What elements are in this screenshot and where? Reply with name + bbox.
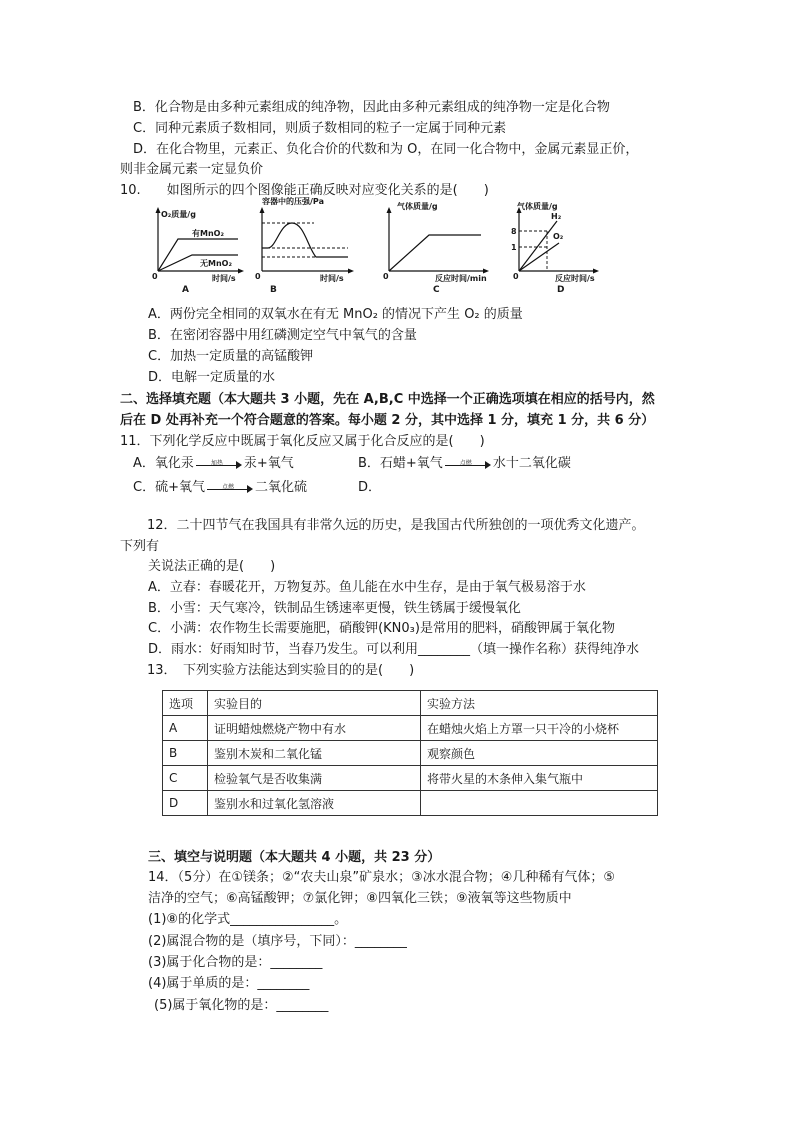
q14-part1: (1)⑧的化学式________________。 [148,912,348,927]
figure-a-caption: A [182,285,189,295]
figure-b-graph [255,197,358,283]
q13-stem: 13． 下列实验方法能达到实验目的的是( ) [147,663,415,678]
table-header-row [163,691,658,716]
figure-d [509,202,601,295]
figure-c-xlabel: 反应时间/min [435,274,487,283]
reaction-arrow-icon [196,458,242,470]
q9-option-b: B．化合物是由多种元素组成的纯净物，因此由多种元素组成的纯净物一定是化合物 [133,100,610,115]
q12-option-a: A．立春：春暖花开，万物复苏。鱼儿能在水中生存，是由于氧气极易溶于水 [148,580,586,595]
figure-a-xlabel: 时间/s [212,274,236,283]
figure-b-caption: B [270,285,277,295]
q10-option-a: A．两份完全相同的双氧水在有无 MnO₂ 的情况下产生 O₂ 的质量 [148,307,523,322]
table-row [163,741,658,766]
q12-option-d: D．雨水：好雨知时节，当春乃发生。可以利用________（填一操作名称）获得纯净水 [148,642,640,657]
section3-heading: 三、填空与说明题（本大题共 4 小题，共 23 分） [148,850,441,865]
q11-option-c-reactant: C．硫+氧气 [133,480,205,495]
q11-option-c-product: 二氧化硫 [254,480,307,495]
table-cell: A [163,716,208,741]
table-cell: 检验氧气是否收集满 [208,766,421,791]
q11-option-b-product: 水十二氧化碳 [492,456,571,471]
figure-d-curve-o2: O₂ [553,232,564,241]
q11-option-a-reactant: A．氧化汞 [133,456,194,471]
figure-a-ylabel: O₂质量/g [161,210,196,219]
figure-d-curve-h2: H₂ [551,212,562,221]
q12-stem-line3: 关说法正确的是( ) [148,559,276,574]
figure-b-origin: 0 [255,272,261,281]
q11-option-c [133,479,307,497]
table-cell: B [163,741,208,766]
q11-stem: 11．下列化学反应中既属于氧化反应又属于化合反应的是( ) [120,434,485,449]
table-cell [421,791,658,816]
figure-d-caption: D [557,285,565,295]
table-row [163,716,658,741]
figure-d-ylabel: 气体质量/g [517,202,558,211]
figure-c-graph [383,202,491,283]
q11-option-a-condition: 加热 [210,459,223,467]
q14-part5: (5)属于氧化物的是：________ [154,998,329,1013]
figure-a [152,205,244,295]
table-cell: 鉴别木炭和二氧化锰 [208,741,421,766]
q14-part4: (4)属于单质的是：________ [148,976,310,991]
q11-option-b-reactant: B．石蜡+氧气 [358,456,443,471]
figure-d-graph [509,202,601,283]
q11-option-b-condition: 点燃 [459,459,472,467]
q11-option-d: D． [358,480,382,495]
q14-part3: (3)属于化合物的是：________ [148,955,323,970]
figure-a-graph [152,205,244,283]
q14-stem-line1: 14．（5分）在①镁条；②“农夫山泉”矿泉水；③冰水混合物；④几种稀有气体；⑤ [148,870,616,885]
figure-d-tick-8: 8 [511,227,517,236]
q12-option-b: B．小雪：天气寒冷，铁制品生锈速率更慢，铁生锈属于缓慢氧化 [148,601,521,616]
table-header-cell: 实验目的 [208,691,421,716]
figure-a-curve-without-mno2: 无MnO₂ [200,259,232,268]
table-header-cell: 实验方法 [421,691,658,716]
figure-d-tick-1: 1 [511,243,517,252]
figure-c-ylabel: 气体质量/g [397,202,438,211]
section2-heading-line2: 后在 D 处再补充一个符合题意的答案。每小题 2 分，其中选择 1 分，填充 1 分，共 6 分） [120,413,655,428]
table-row [163,791,658,816]
q11-option-c-condition: 点燃 [221,483,234,491]
q9-option-c: C．同种元素质子数相同，则质子数相同的粒子一定属于同种元素 [133,121,507,136]
table-cell: 证明蜡烛燃烧产物中有水 [208,716,421,741]
figure-d-xlabel: 反应时间/s [555,274,595,283]
q12-option-c: C．小满：农作物生长需要施肥，硝酸钾(KN0₃)是常用的肥料，硝酸钾属于氧化物 [148,621,615,636]
figure-b-xlabel: 时间/s [320,274,344,283]
reaction-arrow-icon [445,458,491,470]
q14-part2: (2)属混合物的是（填序号，下同）：________ [148,934,407,949]
figure-b-ylabel: 容器中的压强/Pa [262,197,324,206]
q10-option-d: D．电解一定质量的水 [148,370,276,385]
reaction-arrow-icon [207,482,253,494]
figure-c-caption: C [433,285,440,295]
table-cell: 将带火星的木条伸入集气瓶中 [421,766,658,791]
q11-option-b [358,455,571,473]
q10-option-c: C．加热一定质量的高锰酸钾 [148,349,314,364]
table-cell: D [163,791,208,816]
figure-c [383,202,491,295]
q13-table [162,690,658,816]
q14-stem-line2: 洁净的空气；⑥高锰酸钾；⑦氯化钾；⑧四氧化三铁；⑨液氧等这些物质中 [148,891,572,906]
figure-c-origin: 0 [383,272,389,281]
table-row [163,766,658,791]
section2-heading-line1: 二、选择填充题（本大题共 3 小题，先在 A,B,C 中选择一个正确选项填在相应的括号内，然 [120,392,655,407]
figure-d-origin: 0 [513,272,519,281]
table-header-cell: 选项 [163,691,208,716]
q11-option-a [133,455,294,473]
figure-b [255,197,358,295]
table-cell: C [163,766,208,791]
q12-stem-line1: 12．二十四节气在我国具有非常久远的历史，是我国古代所独创的一项优秀文化遗产。 [147,518,645,533]
table-cell: 观察颜色 [421,741,658,766]
q11-option-a-product: 汞+氧气 [243,456,294,471]
q10-option-b: B．在密闭容器中用红磷测定空气中氧气的含量 [148,328,417,343]
figure-a-origin: 0 [152,272,158,281]
table-cell: 鉴别水和过氧化氢溶液 [208,791,421,816]
table-cell: 在蜡烛火焰上方罩一只干冷的小烧杯 [421,716,658,741]
q12-stem-line2: 下列有 [120,539,160,554]
figure-a-curve-with-mno2: 有MnO₂ [192,229,224,238]
q9-option-d-line1: D．在化合物里，元素正、负化合价的代数和为 O，在同一化合物中，金属元素显正价， [133,142,639,157]
q10-stem: 10. 如图所示的四个图像能正确反映对应变化关系的是( ) [120,183,489,198]
q9-option-d-line2: 则非金属元素一定显负价 [120,162,264,177]
